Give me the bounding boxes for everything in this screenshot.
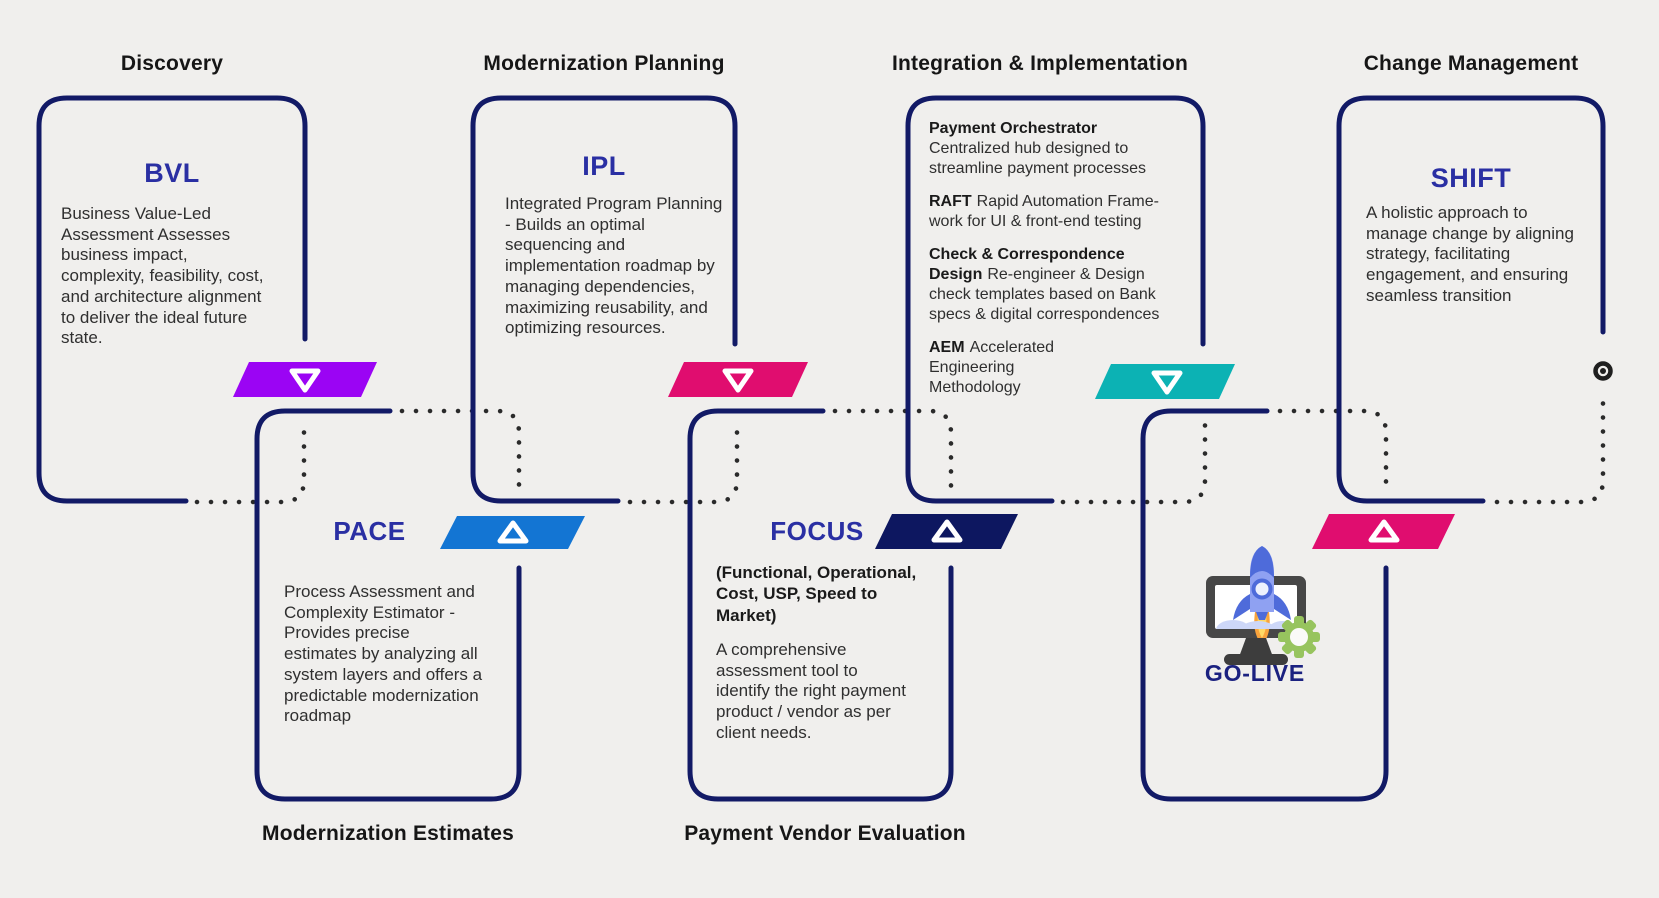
stage-header-modernization-planning: Modernization Planning [483, 52, 725, 75]
focus-card-title: FOCUS [770, 516, 864, 546]
down-arrow-planning [668, 362, 808, 397]
pace-card-body: Process Assessment and Complexity Estimator - Provides precise estimates by analyzing all system layers and offers a predictable modernization roadmap [284, 582, 483, 726]
focus-card-body: A comprehensive assessment tool to identify the right payment product / vendor as per client needs. [716, 640, 906, 742]
down-arrow-discovery [233, 362, 377, 397]
integration-item-raft: RAFT Rapid Automation Frame-work for UI & front-end testing [929, 193, 1159, 230]
focus-card-subtitle: (Functional, Operational, Cost, USP, Speed to Market) [716, 563, 917, 625]
integration-item-check-correspondence: Check & Correspondence Design Re-engineer & Design check templates based on Bank specs & digital correspondences [929, 246, 1160, 323]
pace-top-connector [402, 411, 519, 492]
shift-card-body: A holistic approach to manage change by aligning strategy, facilitating engagement, and ensuring seamless transition [1366, 203, 1574, 305]
stage-header-change-management: Change Management [1363, 52, 1579, 75]
target-icon [1596, 364, 1611, 379]
integration-bottom-connector [1063, 424, 1205, 502]
stage-header-discovery: Discovery [120, 52, 224, 75]
shift-to-target-connector [1497, 392, 1603, 502]
stage-header-integration-implementation: Integration & Implementation [891, 52, 1189, 75]
golive-top-connector [1280, 411, 1386, 492]
up-arrow-golive [1312, 514, 1455, 549]
focus-top-connector [835, 411, 951, 492]
bvl-card-body: Business Value-Led Assessment Assesses business impact, complexity, feasibility, cost, and architecture alignment to deliver the ideal future state. [61, 204, 264, 348]
ipl-card-title: IPL [582, 151, 626, 181]
integration-card-body [929, 119, 1171, 411]
integration-item-aem: AEM Accelerated Engineering Methodology [929, 339, 1055, 396]
ipl-card-body: Integrated Program Planning - Builds an optimal sequencing and implementation roadmap by managing dependencies, maximizing reusability, and optimizing resources. [505, 194, 723, 338]
gear-icon [1278, 616, 1320, 658]
pace-card-title: PACE [333, 516, 406, 546]
integration-item-payment-orchestrator: Payment Orchestrator Centralized hub designed to streamline payment processes [929, 120, 1146, 177]
stage-label-modernization-estimates: Modernization Estimates [262, 822, 514, 845]
golive-card-title: GO-LIVE [1204, 660, 1306, 686]
bvl-card-title: BVL [144, 158, 200, 188]
ipl-bottom-connector [630, 424, 737, 502]
stage-label-payment-vendor-evaluation: Payment Vendor Evaluation [684, 822, 966, 845]
go-live-illustration [1206, 546, 1320, 665]
bvl-bottom-connector [197, 424, 304, 502]
shift-card-title: SHIFT [1430, 163, 1512, 193]
